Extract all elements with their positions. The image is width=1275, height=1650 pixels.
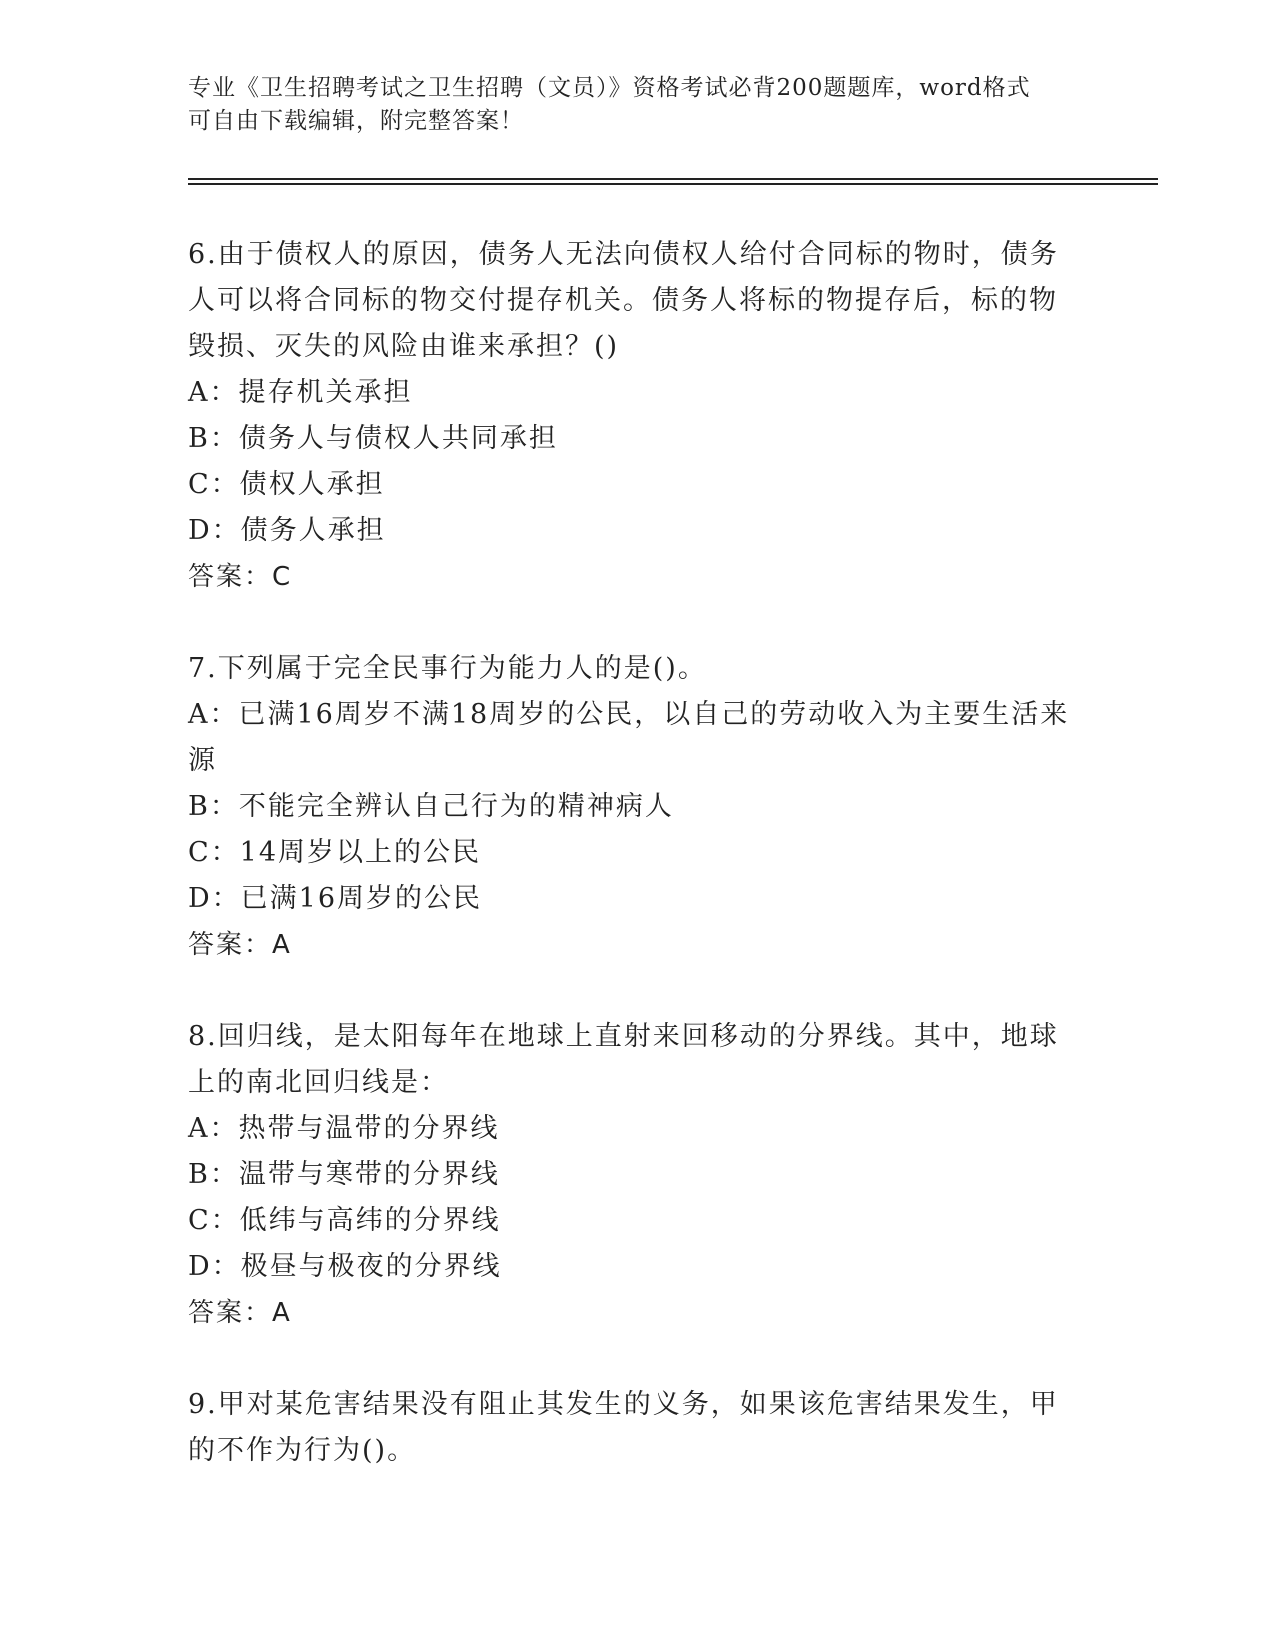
question-9 bbox=[188, 1382, 1088, 1474]
option-b: B：债务人与债权人共同承担 bbox=[188, 423, 558, 454]
question-text-line: 人可以将合同标的物交付提存机关。债务人将标的物提存后，标的物 bbox=[188, 285, 1058, 316]
question-text-line: 毁损、灭失的风险由谁来承担？() bbox=[188, 331, 620, 362]
answer-label: 答案：A bbox=[188, 930, 292, 960]
option-a: A：提存机关承担 bbox=[188, 377, 413, 408]
option-d: D：极昼与极夜的分界线 bbox=[188, 1251, 502, 1282]
answer-label: 答案：A bbox=[188, 1298, 292, 1328]
option-c: C：14周岁以上的公民 bbox=[188, 837, 482, 868]
option-b: B：不能完全辨认自己行为的精神病人 bbox=[188, 791, 674, 822]
question-text-line: 6.由于债权人的原因，债务人无法向债权人给付合同标的物时，债务 bbox=[188, 239, 1059, 270]
option-a-continued: 源 bbox=[188, 745, 217, 776]
question-text-line: 上的南北回归线是： bbox=[188, 1067, 449, 1098]
option-c: C：低纬与高纬的分界线 bbox=[188, 1205, 501, 1236]
option-d: D：已满16周岁的公民 bbox=[188, 883, 483, 914]
question-list bbox=[188, 232, 1088, 1520]
question-8 bbox=[188, 1014, 1088, 1336]
answer-label: 答案：C bbox=[188, 562, 293, 592]
document-header bbox=[188, 72, 1088, 138]
question-text-line: 的不作为行为()。 bbox=[188, 1435, 417, 1466]
option-a: A：热带与温带的分界线 bbox=[188, 1113, 500, 1144]
question-6 bbox=[188, 232, 1088, 600]
option-d: D：债务人承担 bbox=[188, 515, 386, 546]
question-text-line: 7.下列属于完全民事行为能力人的是()。 bbox=[188, 653, 707, 684]
header-divider-bottom bbox=[188, 183, 1158, 185]
header-line-2: 可自由下载编辑，附完整答案！ bbox=[188, 108, 524, 134]
question-text-line: 8.回归线，是太阳每年在地球上直射来回移动的分界线。其中，地球 bbox=[188, 1021, 1059, 1052]
header-line-1: 专业《卫生招聘考试之卫生招聘（文员）》资格考试必背200题题库，word格式 bbox=[188, 75, 1031, 101]
header-divider-top bbox=[188, 178, 1158, 180]
option-c: C：债权人承担 bbox=[188, 469, 385, 500]
option-a: A：已满16周岁不满18周岁的公民，以自己的劳动收入为主要生活来 bbox=[188, 699, 1070, 730]
question-text-line: 9.甲对某危害结果没有阻止其发生的义务，如果该危害结果发生，甲 bbox=[188, 1389, 1059, 1420]
question-7 bbox=[188, 646, 1088, 968]
option-b: B：温带与寒带的分界线 bbox=[188, 1159, 500, 1190]
